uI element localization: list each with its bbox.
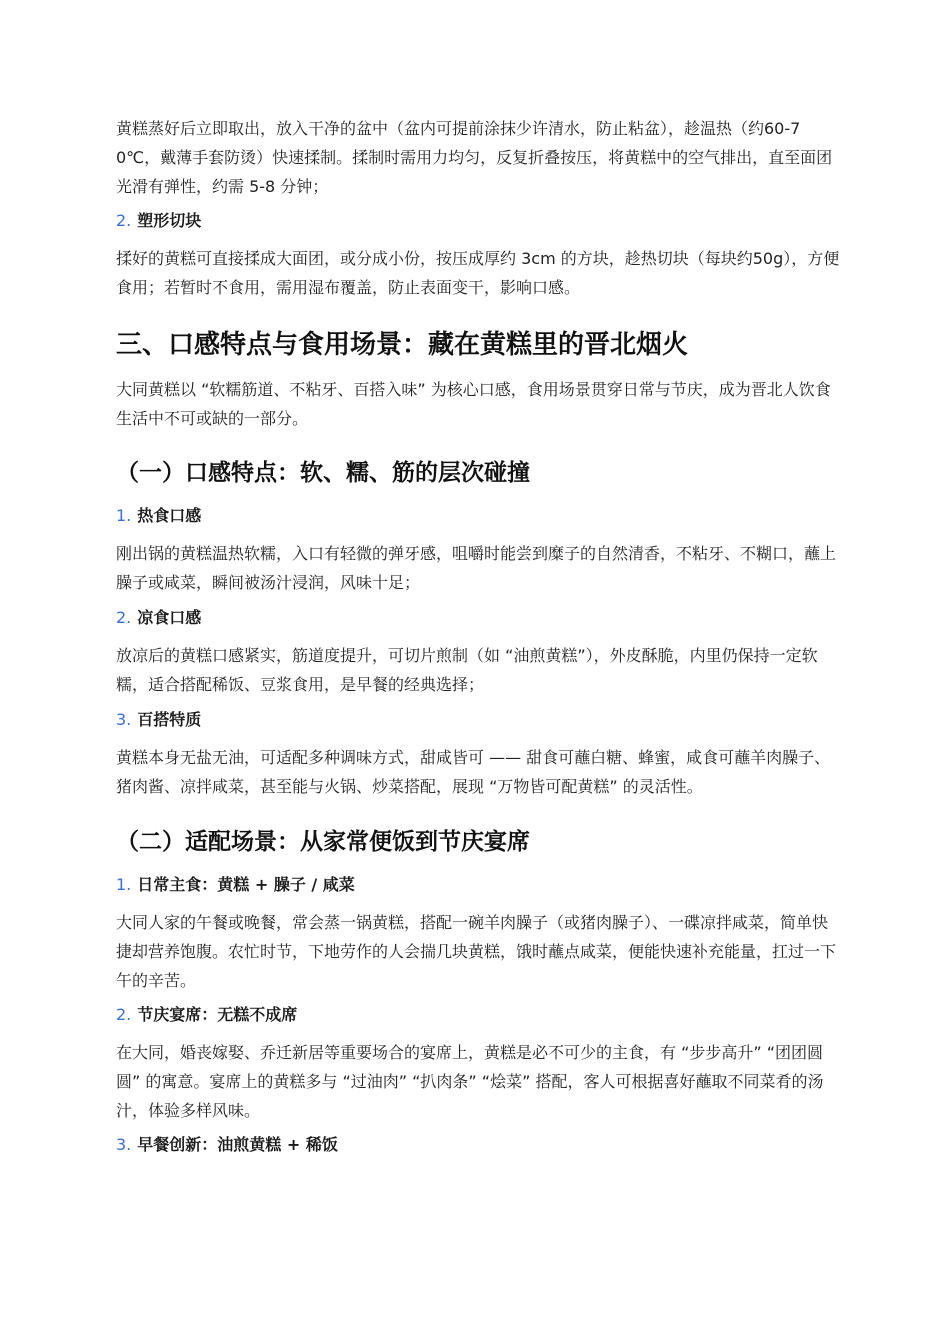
- list-number: 3.: [116, 710, 132, 729]
- paragraph-daily: 大同人家的午餐或晚餐，常会蒸一锅黄糕，搭配一碗羊肉臊子（或猪肉臊子）、一碟凉拌咸菜，简单快捷却营养饱腹。农忙时节，下地劳作的人会揣几块黄糕，饿时蘸点咸菜，便能快速补充能量，扛过一下午的辛苦。: [116, 913, 837, 990]
- paragraph-shaping: 揉好的黄糕可直接揉成大面团，或分成小份，按压成厚约 3cm 的方块，趁热切块（每块约50g），方便食用；若暂时不食用，需用湿布覆盖，防止表面变干，影响口感。: [116, 249, 840, 297]
- paragraph-festival: 在大同，婚丧嫁娶、乔迁新居等重要场合的宴席上，黄糕是必不可少的主食，有 “步步高升” “团团圆圆” 的寓意。宴席上的黄糕多与 “过油肉” “扒肉条” “烩菜” 搭配，客人可根据喜好蘸取不同菜肴的汤汁，体验多样风味。: [116, 1043, 824, 1120]
- list-item-festival: [116, 1004, 297, 1026]
- list-number: 1.: [116, 506, 132, 525]
- list-item-shaping: [116, 210, 201, 232]
- list-item-cold: [116, 607, 201, 629]
- subsection-heading-scenes: （二）适配场景：从家常便饭到节庆宴席: [116, 829, 530, 855]
- list-item-title: 日常主食：黄糕 + 臊子 / 咸菜: [137, 875, 355, 894]
- list-item-hot: [116, 505, 201, 527]
- list-item-versatile: [116, 709, 201, 731]
- list-item-title: 塑形切块: [137, 211, 202, 230]
- list-number: 3.: [116, 1135, 132, 1154]
- list-item-title: 热食口感: [137, 506, 202, 525]
- subsection-heading-texture: （一）口感特点：软、糯、筋的层次碰撞: [116, 460, 530, 486]
- paragraph-hot: 刚出锅的黄糕温热软糯，入口有轻微的弹牙感，咀嚼时能尝到糜子的自然清香，不粘牙、不糊口，蘸上臊子或咸菜，瞬间被汤汁浸润，风味十足；: [116, 544, 837, 592]
- list-item-title: 节庆宴席：无糕不成席: [137, 1005, 298, 1024]
- list-number: 2.: [116, 1005, 132, 1024]
- list-item-breakfast: [116, 1134, 338, 1156]
- section-heading-3: 三、口感特点与食用场景：藏在黄糕里的晋北烟火: [116, 330, 689, 360]
- list-number: 2.: [116, 608, 132, 627]
- list-item-title: 百搭特质: [137, 710, 202, 729]
- list-item-title: 凉食口感: [137, 608, 202, 627]
- paragraph-section3-intro: 大同黄糕以 “软糯筋道、不粘牙、百搭入味” 为核心口感，食用场景贯穿日常与节庆，成为晋北人饮食生活中不可或缺的一部分。: [116, 380, 831, 428]
- list-item-title: 早餐创新：油煎黄糕 + 稀饭: [137, 1135, 338, 1154]
- paragraph-cold: 放凉后的黄糕口感紧实，筋道度提升，可切片煎制（如 “油煎黄糕”），外皮酥脆，内里仍保持一定软糯，适合搭配稀饭、豆浆食用，是早餐的经典选择；: [116, 646, 818, 694]
- paragraph-versatile: 黄糕本身无盐无油，可适配多种调味方式，甜咸皆可 —— 甜食可蘸白糖、蜂蜜，咸食可蘸羊肉臊子、猪肉酱、凉拌咸菜，甚至能与火锅、炒菜搭配，展现 “万物皆可配黄糕” 的灵活性。: [116, 748, 831, 796]
- list-number: 2.: [116, 211, 132, 230]
- paragraph-kneading: 黄糕蒸好后立即取出，放入干净的盆中（盆内可提前涂抹少许清水，防止粘盆），趁温热（约60-70℃，戴薄手套防烫）快速揉制。揉制时需用力均匀，反复折叠按压，将黄糕中的空气排出，直至面团光滑有弹性，约需 5-8 分钟；: [116, 119, 833, 196]
- list-item-daily: [116, 874, 355, 896]
- list-number: 1.: [116, 875, 132, 894]
